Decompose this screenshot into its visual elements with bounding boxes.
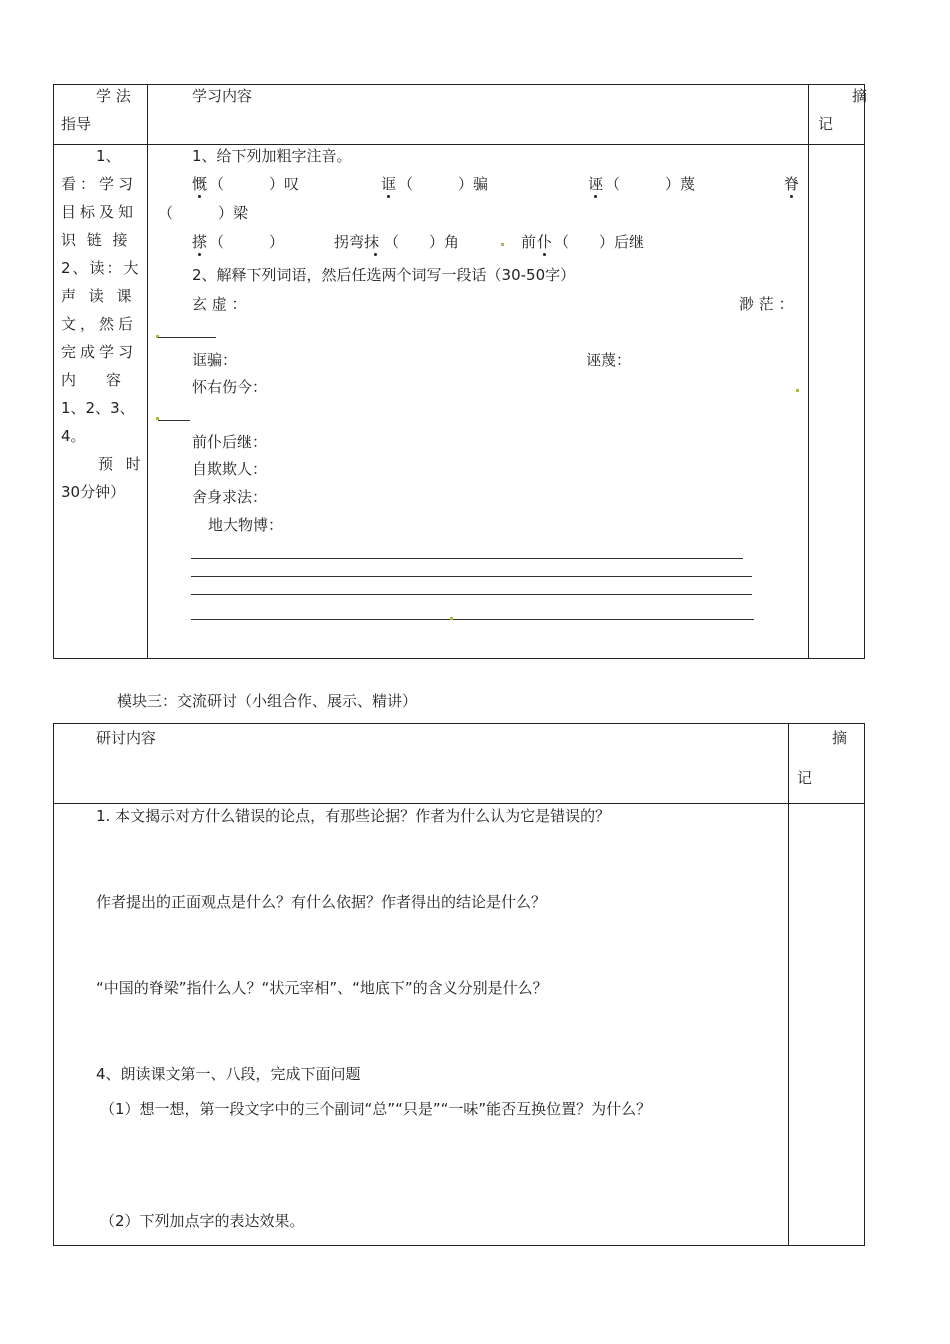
pinyin-char: 慨	[192, 175, 208, 193]
term-huaiyou: 怀右伤今：	[192, 378, 268, 396]
discussion-header: 研讨内容	[96, 729, 157, 747]
writing-line	[191, 594, 752, 595]
guide-line: 30分钟）	[61, 483, 126, 501]
guide-line: 内 容	[61, 371, 122, 389]
term-kuangpian: 诓骗：	[192, 351, 238, 369]
discussion-question: 作者提出的正面观点是什么？有什么依据？作者得出的结论是什么？	[96, 893, 547, 911]
discussion-subquestion: （1）想一想，第一段文字中的三个副词“总”“只是”“一味”能否互换位置？为什么？	[100, 1100, 652, 1118]
method-header-line1: 学 法	[96, 87, 131, 105]
discussion-question: 1. 本文揭示对方什么错误的论点，有那些论据？作者为什么认为它是错误的？	[96, 807, 611, 825]
term-miaomang: 渺 茫 ：	[739, 295, 794, 313]
guide-line: 声 读 课	[61, 287, 136, 305]
pinyin-blank: （ ）骗	[398, 175, 489, 193]
pinyin-word: 前	[521, 233, 537, 251]
section-3-title: 模块三：交流研讨（小组合作、展示、精讲）	[117, 692, 418, 710]
discussion-question: “中国的脊梁”指什么人？“状元宰相”、“地底下”的含义分别是什么？	[96, 979, 548, 997]
note-header-line1: 摘	[832, 729, 848, 747]
term-xuanxu: 玄 虚 ：	[192, 295, 247, 313]
pinyin-char: 搽	[192, 233, 208, 251]
guide-line: 4。	[61, 427, 86, 445]
discussion-subquestion: （2）下列加点字的表达效果。	[100, 1212, 305, 1230]
guide-line: 文，然后	[61, 315, 138, 333]
q2-title: 2、解释下列词语，然后任选两个词写一段话（30-50字）	[192, 266, 576, 284]
pinyin-blank: （ ）叹	[209, 175, 300, 193]
pinyin-char: 仆	[537, 233, 553, 251]
content-header: 学习内容	[192, 87, 253, 105]
writing-line	[191, 619, 754, 620]
term-ziqi: 自欺欺人：	[192, 460, 268, 478]
pinyin-blank: （ ）	[209, 233, 285, 251]
q1-title: 1、给下列加粗字注音。	[192, 147, 352, 165]
pinyin-char: 诬	[588, 175, 604, 193]
pinyin-word: 拐弯抹	[334, 233, 380, 251]
term-sheshen: 舍身求法：	[192, 488, 268, 506]
guide-line: 预 时	[98, 455, 145, 473]
guide-line: 识 链 接	[61, 231, 131, 249]
pinyin-char: 诓	[381, 175, 397, 193]
writing-line	[191, 558, 743, 559]
discussion-question: 4、朗读课文第一、八段，完成下面问题	[96, 1065, 361, 1083]
term-qianpu: 前仆后继：	[192, 433, 268, 451]
guide-line: 看：学习	[61, 175, 138, 193]
pinyin-blank: （ ）角	[384, 233, 460, 251]
guide-line: 1、2、3、	[61, 399, 135, 417]
pinyin-blank: （ ）梁	[158, 204, 249, 222]
note-header-line2: 记	[818, 115, 834, 133]
guide-line: 2、读：大	[61, 259, 141, 277]
pinyin-char: 脊	[784, 175, 800, 193]
guide-line: 目标及知	[61, 203, 138, 221]
pinyin-blank: （ ）蔑	[605, 175, 696, 193]
term-wumie: 诬蔑：	[586, 351, 632, 369]
note-header-line1: 摘	[852, 87, 868, 105]
method-header-line2: 指导	[61, 115, 92, 133]
note-header-line2: 记	[797, 769, 813, 787]
guide-line: 1、	[96, 147, 121, 165]
pinyin-blank: （ ）后继	[554, 233, 645, 251]
term-dida: 地大物博：	[208, 516, 284, 534]
guide-line: 完成学习	[61, 343, 138, 361]
writing-line	[191, 576, 752, 577]
